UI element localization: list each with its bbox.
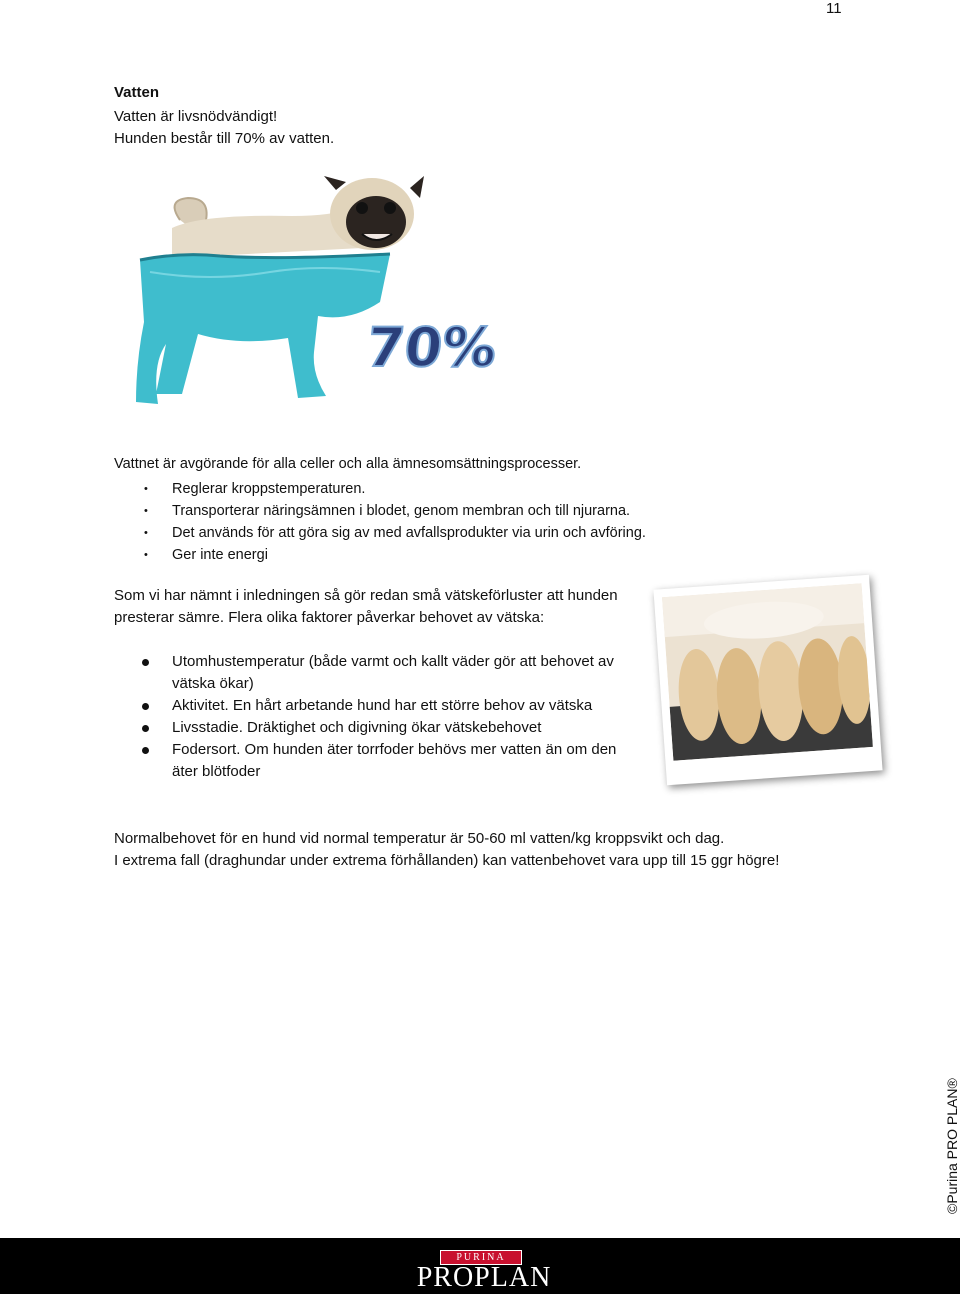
proplan-logo: PROPLAN	[416, 1262, 552, 1293]
percent-label: 70%	[363, 316, 500, 379]
copyright-notice: ©Purina PRO PLAN®	[944, 1078, 960, 1214]
functions-list	[114, 478, 646, 566]
puppies-nursing-photo	[653, 575, 882, 786]
bullet-icon	[142, 659, 149, 666]
needs-list	[114, 651, 644, 783]
list-item: Utomhustemperatur (både varmt och kallt väder gör att behovet av vätska ökar)	[114, 651, 644, 695]
list-item: Livsstadie. Dräktighet och digivning ökar vätskebehovet	[114, 717, 644, 739]
needs-paragraph: Som vi har nämnt i inledningen så gör redan små vätskeförluster att hunden presterar sämre. Flera olika faktorer påverkar behovet av vätska:	[114, 587, 618, 626]
list-item: • Transporterar näringsämnen i blodet, genom membran och till njurarna.	[114, 500, 646, 522]
bullet-icon: •	[144, 505, 148, 517]
purina-logo: PURINA	[440, 1250, 522, 1265]
puppies-image	[662, 583, 873, 761]
bullet-icon: •	[144, 527, 148, 539]
summary-line: Normalbehovet för en hund vid normal temperatur är 50-60 ml vatten/kg kroppsvikt och dag.	[114, 830, 725, 847]
functions-lead: Vattnet är avgörande för alla celler och alla ämnesomsättningsprocesser.	[114, 456, 582, 472]
list-item: Fodersort. Om hunden äter torrfoder behövs mer vatten än om den äter blötfoder	[114, 739, 644, 783]
bullet-icon	[142, 725, 149, 732]
section-heading: Vatten	[114, 84, 160, 101]
summary-line: I extrema fall (draghundar under extrema förhållanden) kan vattenbehovet vara upp till 15 ggr högre!	[114, 852, 780, 869]
pug-water-illustration	[110, 168, 530, 438]
list-item: • Ger inte energi	[114, 544, 646, 566]
bullet-icon	[142, 747, 149, 754]
pug-water-image	[110, 168, 530, 438]
bullet-icon: •	[144, 549, 148, 561]
bullet-icon: •	[144, 483, 148, 495]
intro-text	[114, 106, 334, 150]
list-item: • Reglerar kroppstemperaturen.	[114, 478, 646, 500]
intro-line: Hunden består till 70% av vatten.	[114, 130, 335, 147]
list-item: Aktivitet. En hårt arbetande hund har ett större behov av vätska	[114, 695, 644, 717]
bullet-icon	[142, 703, 149, 710]
intro-line: Vatten är livsnödvändigt!	[114, 108, 278, 125]
list-item: • Det används för att göra sig av med avfallsprodukter via urin och avföring.	[114, 522, 646, 544]
summary-text	[114, 828, 779, 872]
page-number: 11	[826, 0, 842, 17]
